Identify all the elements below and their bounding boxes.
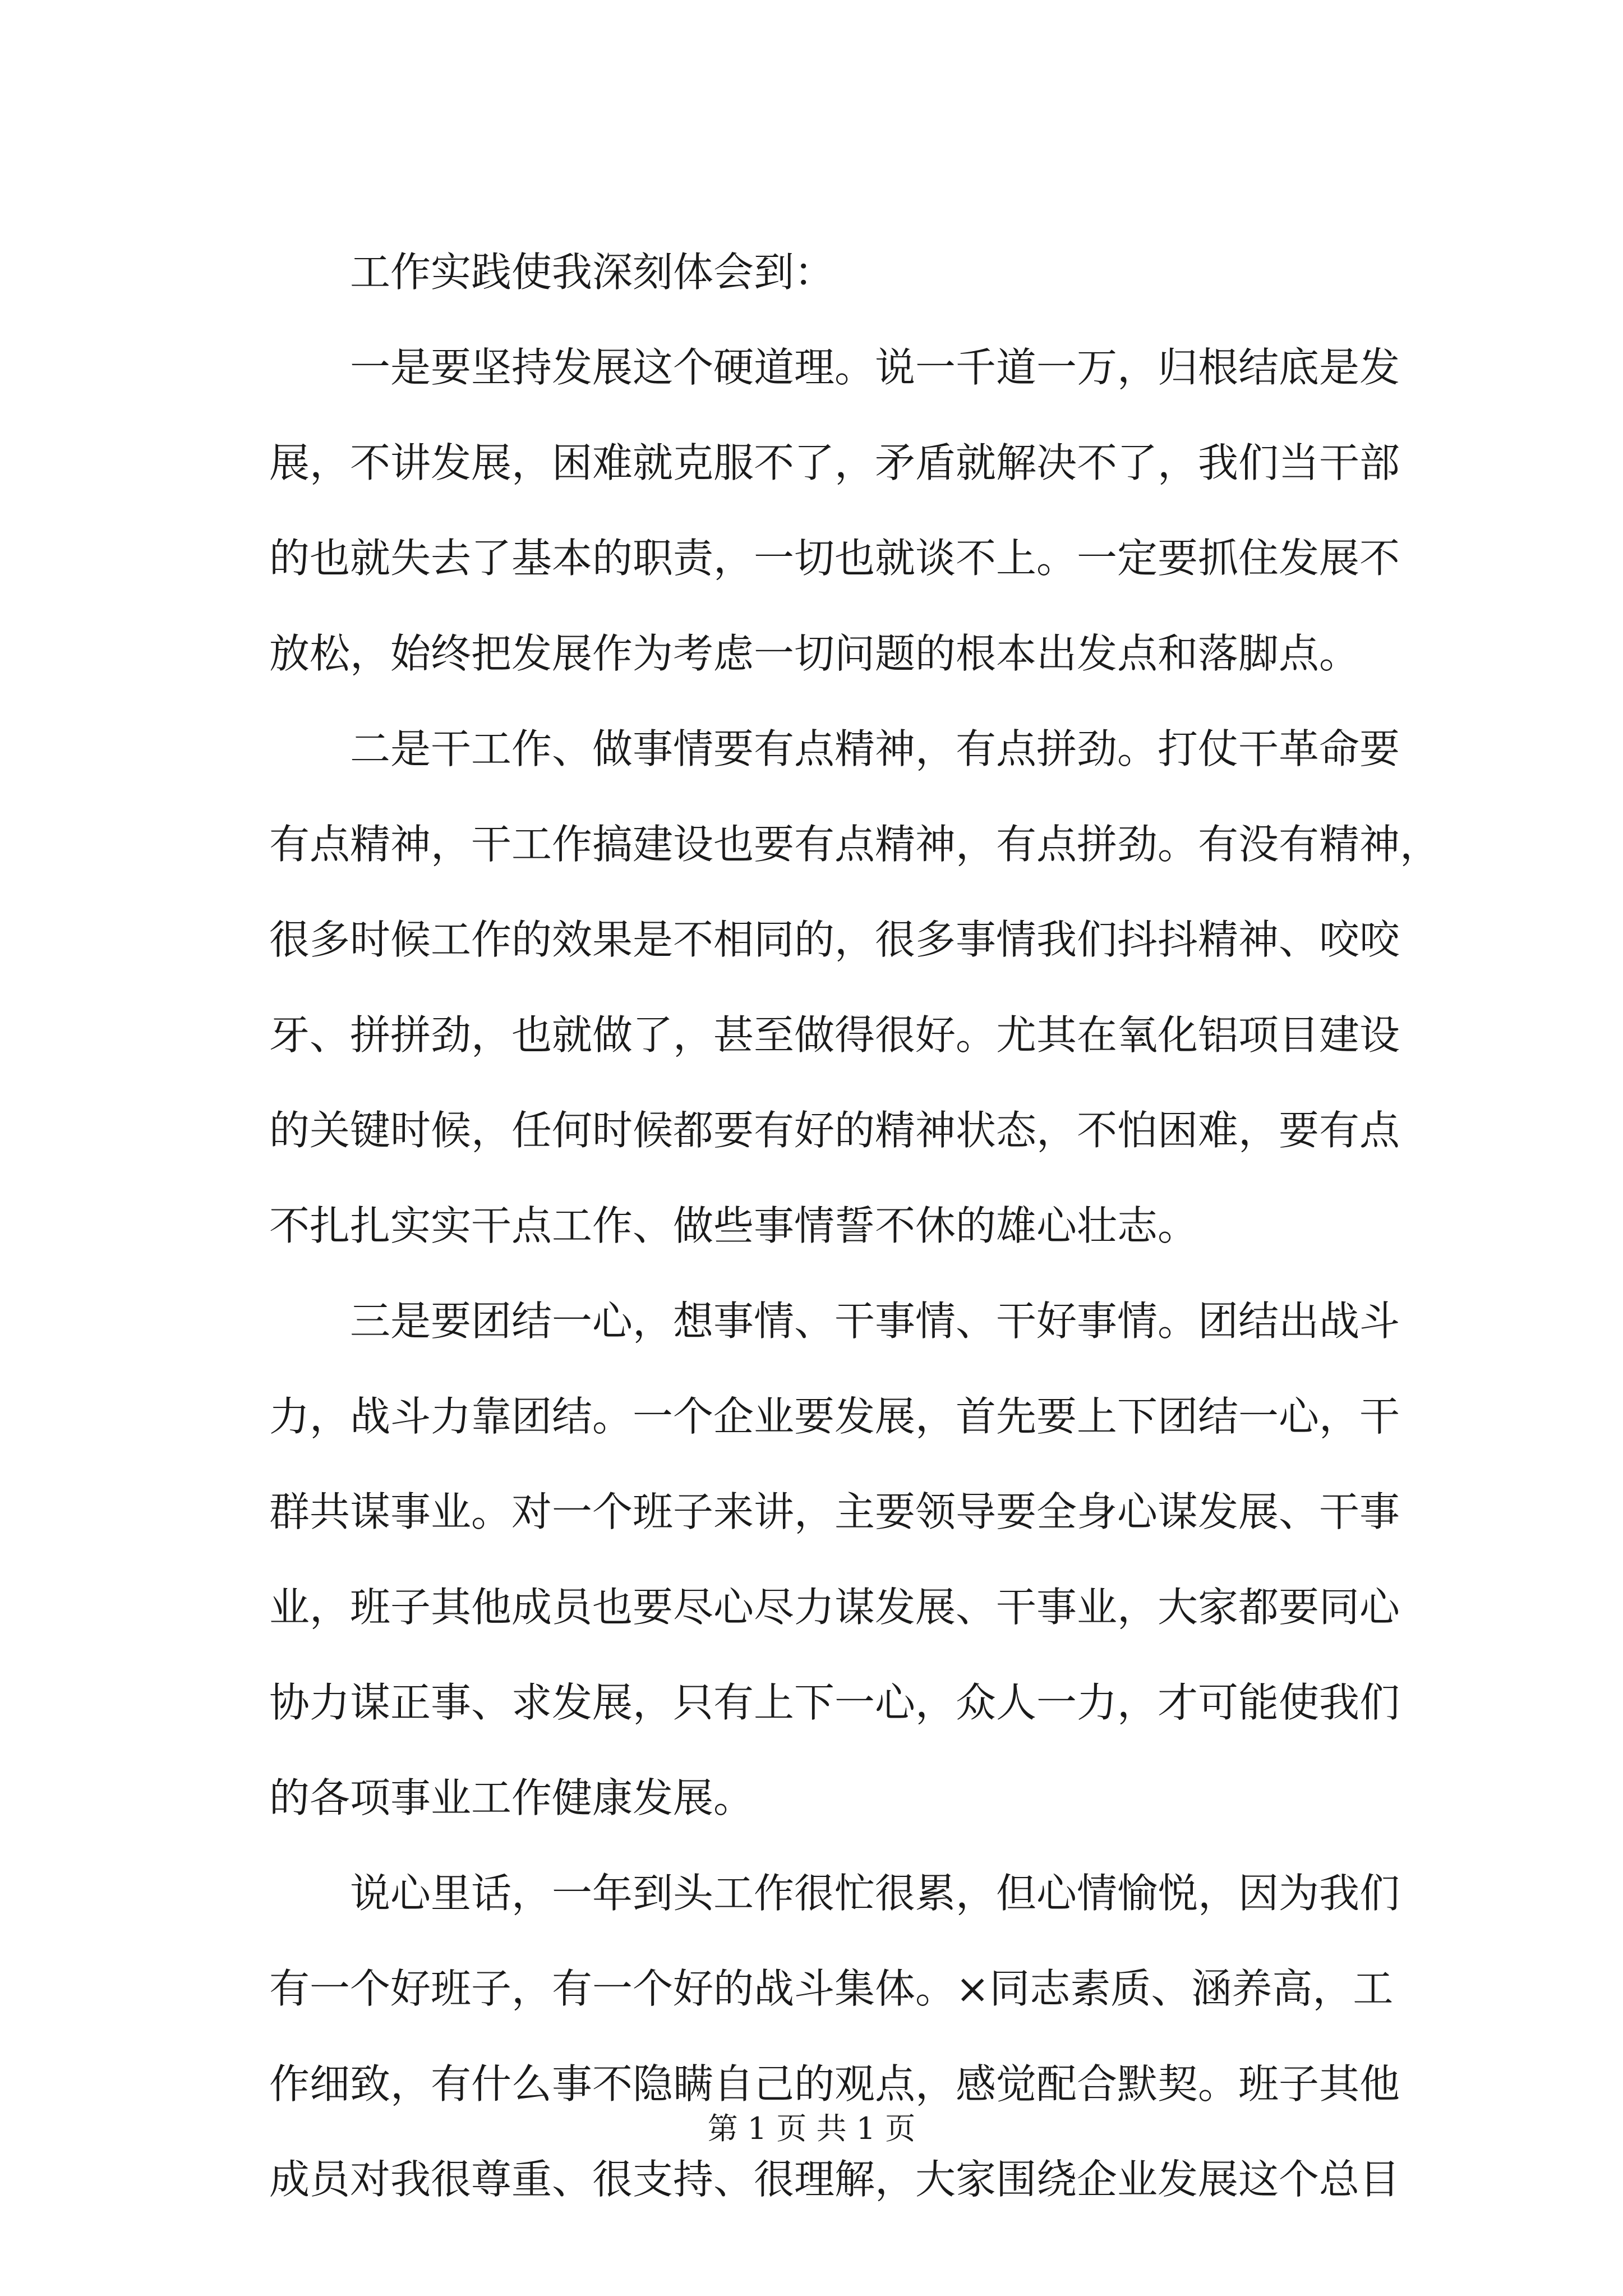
text-line: 力，战斗力靠团结。一个企业要发展，首先要上下团结一心，干 — [269, 1393, 1400, 1440]
text-line: 牙、拼拼劲，也就做了，甚至做得很好。尤其在氧化铝项目建设 — [269, 1011, 1400, 1059]
text-line: 一是要坚持发展这个硬道理。说一千道一万，归根结底是发 — [269, 344, 1400, 391]
page-footer — [0, 2109, 1623, 2148]
text-line: 业，班子其他成员也要尽心尽力谋发展、干事业，大家都要同心 — [269, 1584, 1400, 1631]
text-line: 有点精神，干工作搞建设也要有点精神，有点拼劲。有没有精神， — [269, 821, 1441, 868]
document-body — [269, 224, 1441, 2227]
text-line: 有一个好班子，有一个好的战斗集体。×同志素质、涵养高，工 — [269, 1965, 1394, 2012]
text-line: 工作实践使我深刻体会到： — [269, 249, 835, 296]
text-line: 作细致，有什么事不隐瞒自己的观点，感觉配合默契。班子其他 — [269, 2060, 1400, 2108]
text-line: 成员对我很尊重、很支持、很理解，大家围绕企业发展这个总目 — [269, 2156, 1400, 2203]
text-line: 展，不讲发展，困难就克服不了，矛盾就解决不了，我们当干部 — [269, 439, 1400, 486]
text-line: 放松，始终把发展作为考虑一切问题的根本出发点和落脚点。 — [269, 630, 1360, 677]
text-line: 群共谋事业。对一个班子来讲，主要领导要全身心谋发展、干事 — [269, 1488, 1400, 1535]
text-line: 三是要团结一心，想事情、干事情、干好事情。团结出战斗 — [269, 1297, 1400, 1345]
text-line: 不扎扎实实干点工作、做些事情誓不休的雄心壮志。 — [269, 1202, 1198, 1249]
text-line: 的各项事业工作健康发展。 — [269, 1774, 754, 1821]
text-line: 的关键时候，任何时候都要有好的精神状态，不怕困难，要有点 — [269, 1107, 1400, 1154]
text-line: 说心里话，一年到头工作很忙很累，但心情愉悦，因为我们 — [269, 1870, 1400, 1917]
text-line: 很多时候工作的效果是不相同的，很多事情我们抖抖精神、咬咬 — [269, 916, 1400, 963]
text-line: 的也就失去了基本的职责，一切也就谈不上。一定要抓住发展不 — [269, 535, 1400, 582]
text-line: 协力谋正事、求发展，只有上下一心，众人一力，才可能使我们 — [269, 1679, 1400, 1726]
page-number-label: 第 1 页 共 1 页 — [707, 2111, 916, 2146]
text-line: 二是干工作、做事情要有点精神，有点拼劲。打仗干革命要 — [269, 725, 1400, 772]
